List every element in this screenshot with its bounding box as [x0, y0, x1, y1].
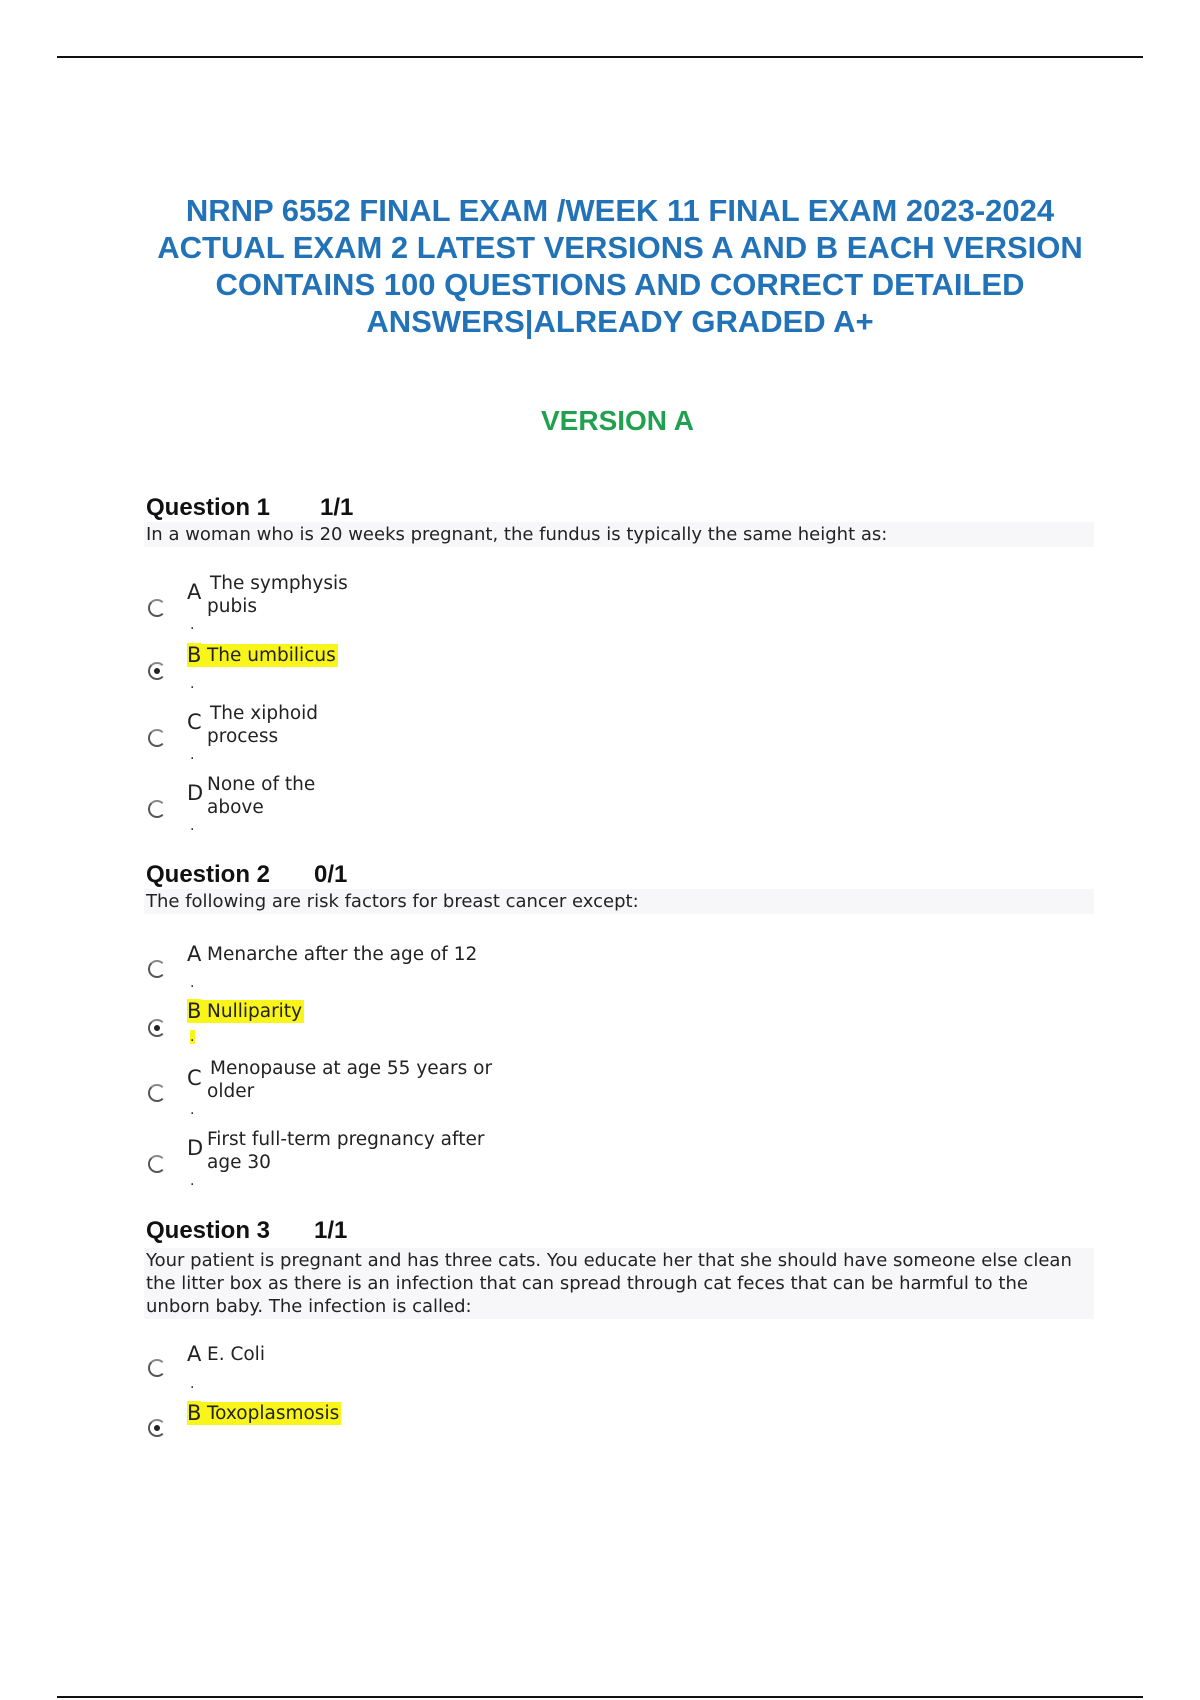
option-text-line1: None of the [207, 774, 316, 795]
question-label: Question 2 [146, 861, 271, 888]
question-text: The following are risk factors for breast cancer except: [144, 889, 1094, 914]
option-text [201, 1000, 304, 1023]
option-text [207, 1343, 265, 1366]
radio-unchecked-icon[interactable] [148, 1084, 166, 1102]
option-text-line1: Toxoplasmosis [201, 1402, 341, 1425]
option-text [207, 1057, 492, 1103]
option-dot: . [190, 1376, 195, 1392]
option-letter: A [187, 1342, 202, 1366]
option-b[interactable] [145, 1401, 745, 1461]
option-text-line1: Menarche after the age of 12 [207, 944, 478, 965]
option-text-line2: above [207, 797, 264, 818]
radio-checked-icon[interactable] [148, 1019, 166, 1037]
question-header [146, 494, 353, 522]
option-dot: . [190, 975, 195, 991]
option-b[interactable] [145, 999, 745, 1059]
option-dot: . [190, 818, 195, 834]
option-b[interactable] [145, 643, 745, 703]
option-text-line1: Menopause at age 55 years or [210, 1058, 493, 1079]
option-text-line1: The umbilicus [201, 644, 338, 667]
document-title: NRNP 6552 FINAL EXAM /WEEK 11 FINAL EXAM 2023-2024 ACTUAL EXAM 2 LATEST VERSIONS A AND B EACH VERSION CONTAINS 100 QUESTIONS AND CORRECT DETAILED ANSWERS|ALREADY GRADED A+ [157, 193, 1083, 339]
option-letter: D [187, 781, 204, 805]
option-text-line1: Nulliparity [201, 1000, 304, 1023]
question-score: 1/1 [314, 1217, 348, 1244]
option-d[interactable] [145, 773, 745, 833]
option-letter: B [187, 1401, 202, 1425]
option-text [201, 1402, 341, 1425]
question-score: 0/1 [314, 861, 348, 888]
top-rule [57, 56, 1143, 58]
radio-checked-icon[interactable] [148, 662, 166, 680]
question-label: Question 1 [146, 494, 271, 521]
option-text-line1: E. Coli [207, 1344, 265, 1365]
option-d[interactable] [145, 1128, 745, 1188]
question-text: In a woman who is 20 weeks pregnant, the fundus is typically the same height as: [144, 522, 1094, 547]
option-text-line2: pubis [207, 596, 257, 617]
radio-unchecked-icon[interactable] [148, 960, 166, 978]
option-letter: D [187, 1136, 204, 1160]
option-a[interactable] [145, 572, 745, 632]
radio-unchecked-icon[interactable] [148, 1359, 166, 1377]
option-letter: C [187, 1066, 202, 1090]
option-text-line1: The symphysis [210, 573, 348, 594]
option-text-line1: First full-term pregnancy after [207, 1129, 485, 1150]
bottom-rule [57, 1696, 1143, 1698]
option-a[interactable] [145, 1342, 745, 1402]
option-dot: . [190, 1102, 195, 1118]
option-a[interactable] [145, 942, 745, 1002]
option-dot: . [190, 617, 195, 633]
option-text [207, 773, 315, 819]
option-c[interactable] [145, 1057, 745, 1117]
question-text: Your patient is pregnant and has three cats. You educate her that she should have someone else clean the litter box as there is an infection that can spread through cat feces that can be harmful to the unborn baby. The infection is called: [144, 1248, 1094, 1319]
option-text [207, 943, 477, 966]
radio-checked-icon[interactable] [148, 1419, 166, 1437]
option-text [207, 572, 348, 618]
option-text [201, 644, 338, 667]
radio-unchecked-icon[interactable] [148, 1155, 166, 1173]
radio-unchecked-icon[interactable] [148, 729, 166, 747]
option-letter: A [187, 580, 202, 604]
option-c[interactable] [145, 702, 745, 762]
option-text [207, 1128, 484, 1174]
option-dot: . [190, 1029, 195, 1045]
option-text-line2: older [207, 1081, 255, 1102]
radio-unchecked-icon[interactable] [148, 800, 166, 818]
option-dot: . [190, 747, 195, 763]
question-header [146, 861, 347, 889]
option-letter: B [187, 999, 202, 1023]
version-heading: VERSION A [541, 405, 694, 436]
option-text [207, 702, 318, 748]
question-score: 1/1 [320, 494, 354, 521]
question-label: Question 3 [146, 1217, 271, 1244]
radio-unchecked-icon[interactable] [148, 599, 166, 617]
option-dot: . [190, 676, 195, 692]
option-text-line1: The xiphoid [210, 703, 319, 724]
option-text-line2: age 30 [207, 1152, 271, 1173]
question-header [146, 1217, 347, 1245]
option-letter: C [187, 710, 202, 734]
option-letter: A [187, 942, 202, 966]
option-dot: . [190, 1173, 195, 1189]
option-text-line2: process [207, 726, 279, 747]
option-letter: B [187, 643, 202, 667]
